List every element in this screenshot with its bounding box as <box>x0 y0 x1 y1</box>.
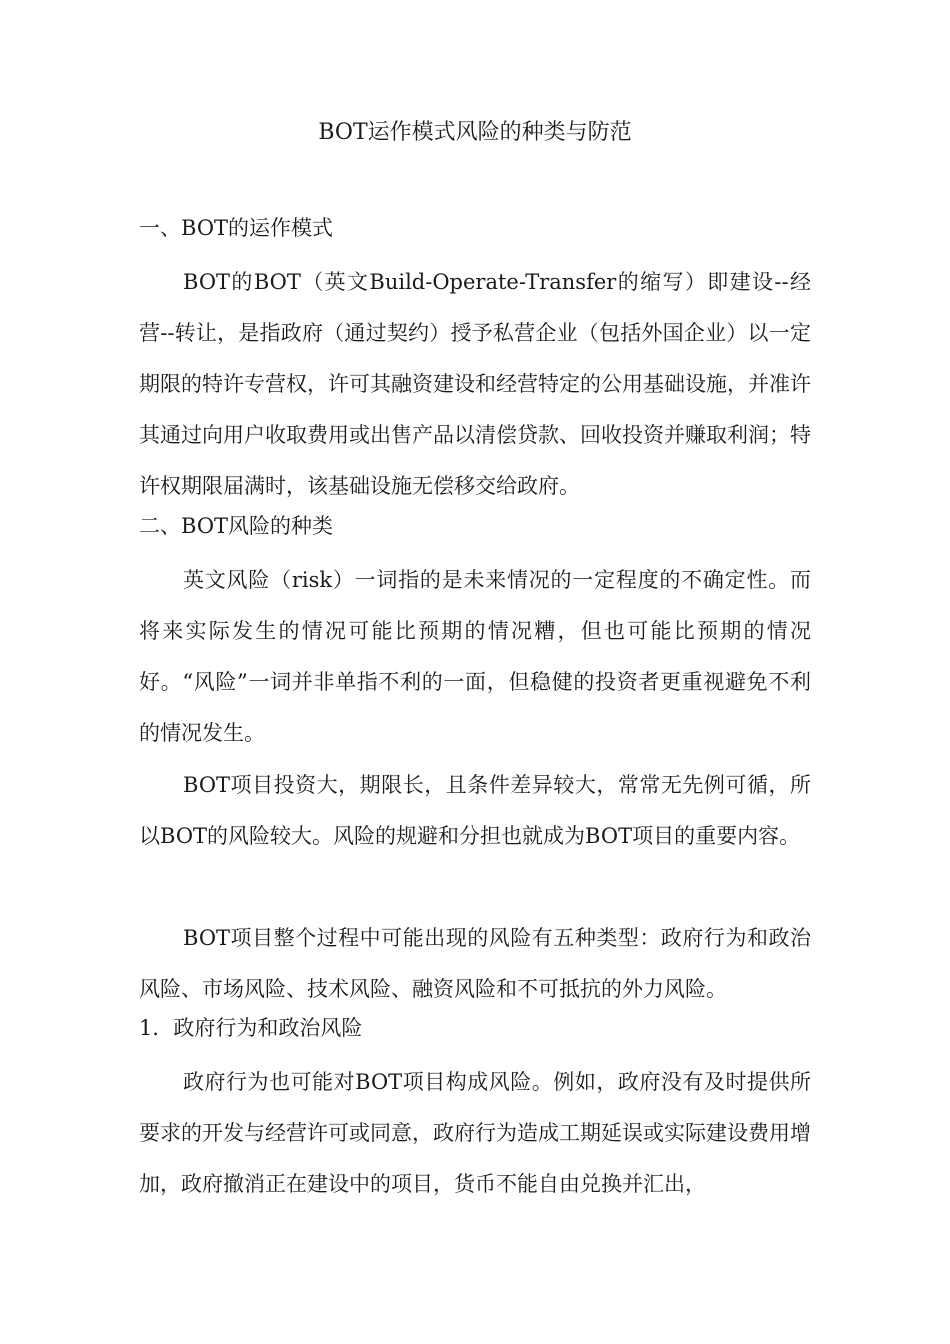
paragraph-five-risk-types: BOT项目整个过程中可能出现的风险有五种类型：政府行为和政治风险、市场风险、技术风险、融资风险和不可抵抗的外力风险。 <box>139 926 811 1001</box>
paragraph-government-risk: 政府行为也可能对BOT项目构成风险。例如，政府没有及时提供所要求的开发与经营许可或同意，政府行为造成工期延误或实际建设费用增加，政府撤消正在建设中的项目，货币不能自由兑换并汇出， <box>139 1070 811 1196</box>
section-heading-operation-mode: 一、BOT的运作模式 <box>139 216 334 240</box>
document-title: BOT运作模式风险的种类与防范 <box>318 120 632 145</box>
paragraph-bot-definition: BOT的BOT（英文Build-Operate-Transfer的缩写）即建设--经营--转让，是指政府（通过契约）授予私营企业（包括外国企业）以一定期限的特许专营权，许可其融资建设和经营特定的公用基础设施，并准许其通过向用户收取费用或出售产品以清偿贷款、回收投资并赚取利润；特许权期限届满时，该基础设施无偿移交给政府。 <box>139 270 811 498</box>
paragraph-risk-definition: 英文风险（risk）一词指的是未来情况的一定程度的不确定性。而将来实际发生的情况可能比预期的情况糟，但也可能比预期的情况好。“风险”一词并非单指不利的一面，但稳健的投资者更重视避免不利的情况发生。 <box>139 568 811 745</box>
section-heading-risk-types: 二、BOT风险的种类 <box>139 514 334 538</box>
paragraph-bot-risk-large: BOT项目投资大，期限长，且条件差异较大，常常无先例可循，所以BOT的风险较大。风险的规避和分担也就成为BOT项目的重要内容。 <box>139 773 811 848</box>
section-heading-government-risk: 1．政府行为和政治风险 <box>139 1016 363 1040</box>
